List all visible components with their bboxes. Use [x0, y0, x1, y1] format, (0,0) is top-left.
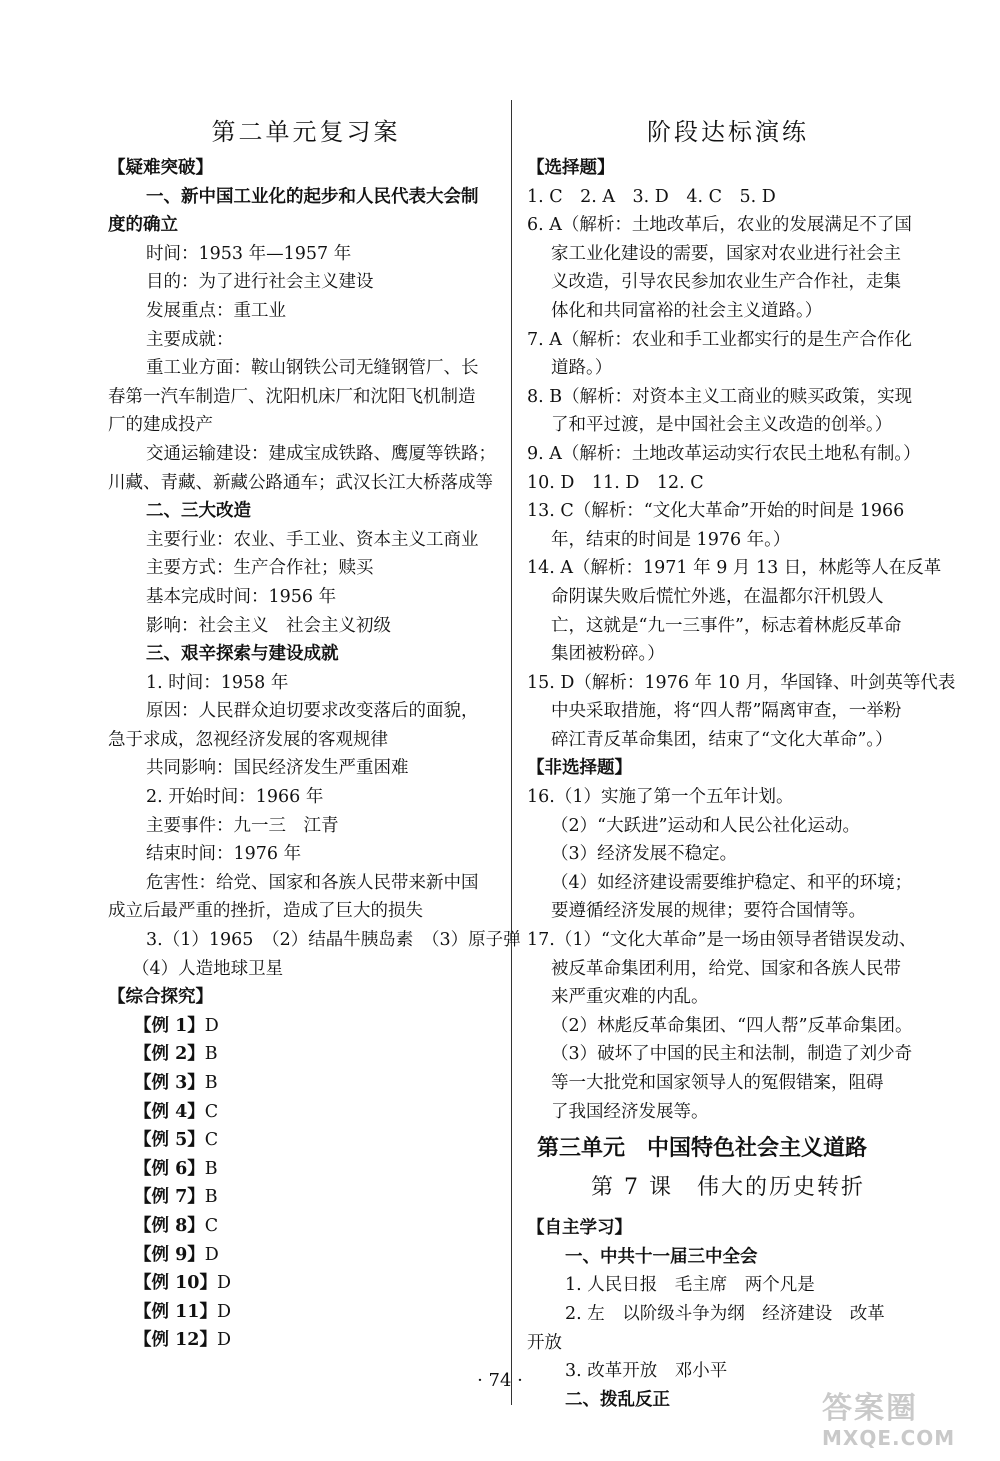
z2-title: 二、拨乱反正: [565, 1389, 670, 1410]
zhonggongye-line: 重工业方面：鞍山钢铁公司无缝钢管厂、长: [146, 358, 479, 379]
example-label: 【例 2】: [134, 1044, 205, 1065]
example-answer: [108, 1040, 504, 1069]
answers-10-12: 10. D 11. D 12. C: [527, 472, 704, 493]
answers-1-5: 1. C 2. A 3. D 4. C 5. D: [527, 186, 776, 207]
q17-line: 等一大批党和国家领导人的冤假错案，阻碍: [551, 1073, 884, 1093]
s1-title-b: 度的确立: [108, 215, 178, 236]
q9-line: 9. A（解析：土地改革运动实行农民土地私有制。）: [527, 443, 921, 464]
zizhu-heading: 【自主学习】: [527, 1218, 632, 1239]
s3-item3-line: （4）人造地球卫星: [132, 958, 284, 979]
q13-line: 13. C（解析：“文化大革命”开始的时间是 1966: [527, 501, 905, 522]
example-value: D: [204, 1015, 219, 1036]
q6-line: 6. A（解析：土地改革后，农业的发展满足不了国: [527, 215, 912, 236]
q16-line: 16.（1）实施了第一个五年计划。: [527, 787, 794, 808]
s3-harm-line: 危害性：给党、国家和各族人民带来新中国: [146, 872, 479, 893]
example-label: 【例 1】: [134, 1015, 205, 1036]
example-label: 【例 12】: [134, 1330, 217, 1351]
right-title: 阶段达标演练: [647, 118, 809, 146]
example-label: 【例 10】: [134, 1273, 217, 1294]
s2-line: 主要方式：生产合作社；赎买: [146, 558, 374, 579]
example-value: B: [204, 1073, 218, 1093]
example-answer: [108, 1155, 504, 1184]
z1-line: 开放: [527, 1332, 562, 1353]
s3-reason-line: 急于求成，忽视经济发展的客观规律: [108, 729, 388, 750]
s3-line: 2. 开始时间：1966 年: [146, 787, 324, 808]
q14-line: 亡，这就是“九一三事件”，标志着林彪反革命: [551, 615, 902, 636]
zonghe-heading: 【综合探究】: [108, 987, 213, 1008]
example-answer: [108, 1212, 504, 1241]
example-answer: [108, 1098, 504, 1127]
s2-line: 主要行业：农业、手工业、资本主义工商业: [146, 529, 479, 550]
column-divider: [511, 100, 512, 1405]
xuanze-heading: 【选择题】: [527, 158, 615, 178]
q6-line: 家工业化建设的需要，国家对农业进行社会主: [551, 243, 901, 264]
example-label: 【例 11】: [134, 1301, 217, 1322]
example-value: D: [216, 1330, 231, 1351]
left-column: [108, 112, 521, 1355]
example-label: 【例 9】: [134, 1244, 205, 1265]
s1-line: 目的：为了进行社会主义建设: [146, 272, 374, 293]
q16-line: （4）如经济建设需要维护稳定、和平的环境；: [551, 872, 913, 893]
example-answer: [108, 1183, 504, 1212]
example-value: B: [204, 1187, 218, 1208]
s3-line: 结束时间：1976 年: [146, 844, 302, 865]
q17-line: 被反革命集团利用，给党、国家和各族人民带: [551, 958, 901, 979]
jiaotong-line: 交通运输建设：建成宝成铁路、鹰厦等铁路；: [146, 443, 496, 464]
q17-line: （2）林彪反革命集团、“四人帮”反革命集团。: [551, 1015, 913, 1036]
s3-reason-line: 原因：人民群众迫切要求改变落后的面貌，: [146, 701, 479, 722]
s3-item3-line: 3.（1）1965 （2）结晶牛胰岛素 （3）原子弹: [146, 930, 521, 951]
q6-line: 体化和共同富裕的社会主义道路。）: [551, 300, 823, 321]
feixuanze-heading: 【非选择题】: [527, 758, 632, 779]
s2-title: 二、三大改造: [146, 501, 251, 522]
s3-title: 三、艰辛探索与建设成就: [146, 644, 339, 665]
s3-harm-line: 成立后最严重的挫折，造成了巨大的损失: [108, 901, 423, 922]
q17-line: 17.（1）“文化大革命”是一场由领导者错误发动、: [527, 930, 917, 951]
example-value: B: [204, 1044, 218, 1065]
left-title: 第二单元复习案: [211, 118, 401, 146]
q16-line: （2）“大跃进”运动和人民公社化运动。: [551, 815, 861, 836]
example-value: D: [216, 1273, 231, 1294]
q14-line: 集团被粉碎。）: [551, 644, 665, 665]
s1-line: 时间：1953 年—1957 年: [146, 243, 352, 264]
page-number: · 74 ·: [477, 1370, 523, 1391]
q8-line: 8. B（解析：对资本主义工商业的赎买政策，实现: [527, 386, 913, 407]
example-label: 【例 7】: [134, 1187, 205, 1208]
example-answer: [108, 1269, 504, 1298]
s2-line: 影响：社会主义 社会主义初级: [146, 615, 391, 636]
example-label: 【例 6】: [134, 1158, 205, 1179]
example-label: 【例 8】: [134, 1215, 205, 1236]
zhonggongye-line: 厂的建成投产: [108, 415, 213, 436]
z1-line: 1. 人民日报 毛主席 两个凡是: [565, 1275, 815, 1296]
q16-line: （3）经济发展不稳定。: [551, 844, 738, 865]
z1-title: 一、中共十一届三中全会: [565, 1246, 758, 1267]
example-value: C: [204, 1101, 219, 1122]
q16-line: 要遵循经济发展的规律；要符合国情等。: [551, 901, 866, 922]
right-column: [527, 112, 956, 1414]
q7-line: 道路。）: [551, 358, 613, 379]
unit-title: 第三单元 中国特色社会主义道路: [537, 1135, 868, 1162]
s1-title-a: 一、新中国工业化的起步和人民代表大会制: [146, 186, 479, 207]
q6-line: 义改造，引导农民参加农业生产合作社，走集: [551, 272, 901, 293]
q17-line: （3）破坏了中国的民主和法制，制造了刘少奇: [551, 1044, 913, 1065]
example-label: 【例 4】: [134, 1101, 205, 1122]
example-answer: [108, 1069, 504, 1098]
q8-line: 了和平过渡，是中国社会主义改造的创举。）: [551, 415, 893, 436]
example-value: D: [204, 1244, 219, 1265]
z1-line: 3. 改革开放 邓小平: [565, 1361, 728, 1382]
yinan-heading: 【疑难突破】: [108, 158, 213, 178]
q13-line: 年，结束的时间是 1976 年。）: [551, 529, 791, 550]
watermark-logo: [822, 1392, 992, 1456]
example-answer: [108, 1126, 504, 1155]
z1-line: 2. 左 以阶级斗争为纲 经济建设 改革: [565, 1303, 885, 1324]
q17-line: 来严重灾难的内乱。: [551, 987, 709, 1008]
watermark-url: MXQE.COM: [822, 1426, 956, 1450]
q7-line: 7. A（解析：农业和手工业都实行的是生产合作化: [527, 329, 912, 350]
zhonggongye-line: 春第一汽车制造厂、沈阳机床厂和沈阳飞机制造: [108, 386, 476, 407]
q15-line: 碎江青反革命集团，结束了“文化大革命”。）: [551, 729, 893, 750]
s3-line: 1. 时间：1958 年: [146, 672, 289, 693]
example-answer: [108, 1241, 504, 1270]
example-answer: [108, 1012, 504, 1041]
s2-line: 基本完成时间：1956 年: [146, 586, 337, 607]
s3-line: 主要事件：九一三 江青: [146, 815, 339, 836]
example-value: D: [216, 1301, 231, 1322]
example-value: B: [204, 1158, 218, 1179]
q17-line: 了我国经济发展等。: [551, 1101, 709, 1122]
jiaotong-line: 川藏、青藏、新藏公路通车；武汉长江大桥落成等: [108, 472, 493, 493]
example-label: 【例 3】: [134, 1073, 205, 1093]
watermark-text: 答案圈: [822, 1391, 918, 1426]
example-label: 【例 5】: [134, 1130, 205, 1151]
q14-line: 命阴谋失败后慌忙外逃，在温都尔汗机毁人: [551, 586, 884, 607]
q15-line: 中央采取措施，将“四人帮”隔离审查，一举粉: [551, 701, 902, 722]
example-value: C: [204, 1215, 219, 1236]
s3-line: 共同影响：国民经济发生严重困难: [146, 758, 409, 779]
lesson-title: 第 7 课 伟大的历史转折: [591, 1175, 865, 1201]
s1-line: 主要成就：: [146, 329, 234, 350]
s1-line: 发展重点：重工业: [146, 300, 286, 321]
q14-line: 14. A（解析：1971 年 9 月 13 日，林彪等人在反革: [527, 558, 942, 579]
q15-line: 15. D（解析：1976 年 10 月，华国锋、叶剑英等代表: [527, 672, 956, 693]
example-answer: [108, 1298, 504, 1327]
example-value: C: [204, 1130, 219, 1151]
example-answer: [108, 1326, 504, 1355]
